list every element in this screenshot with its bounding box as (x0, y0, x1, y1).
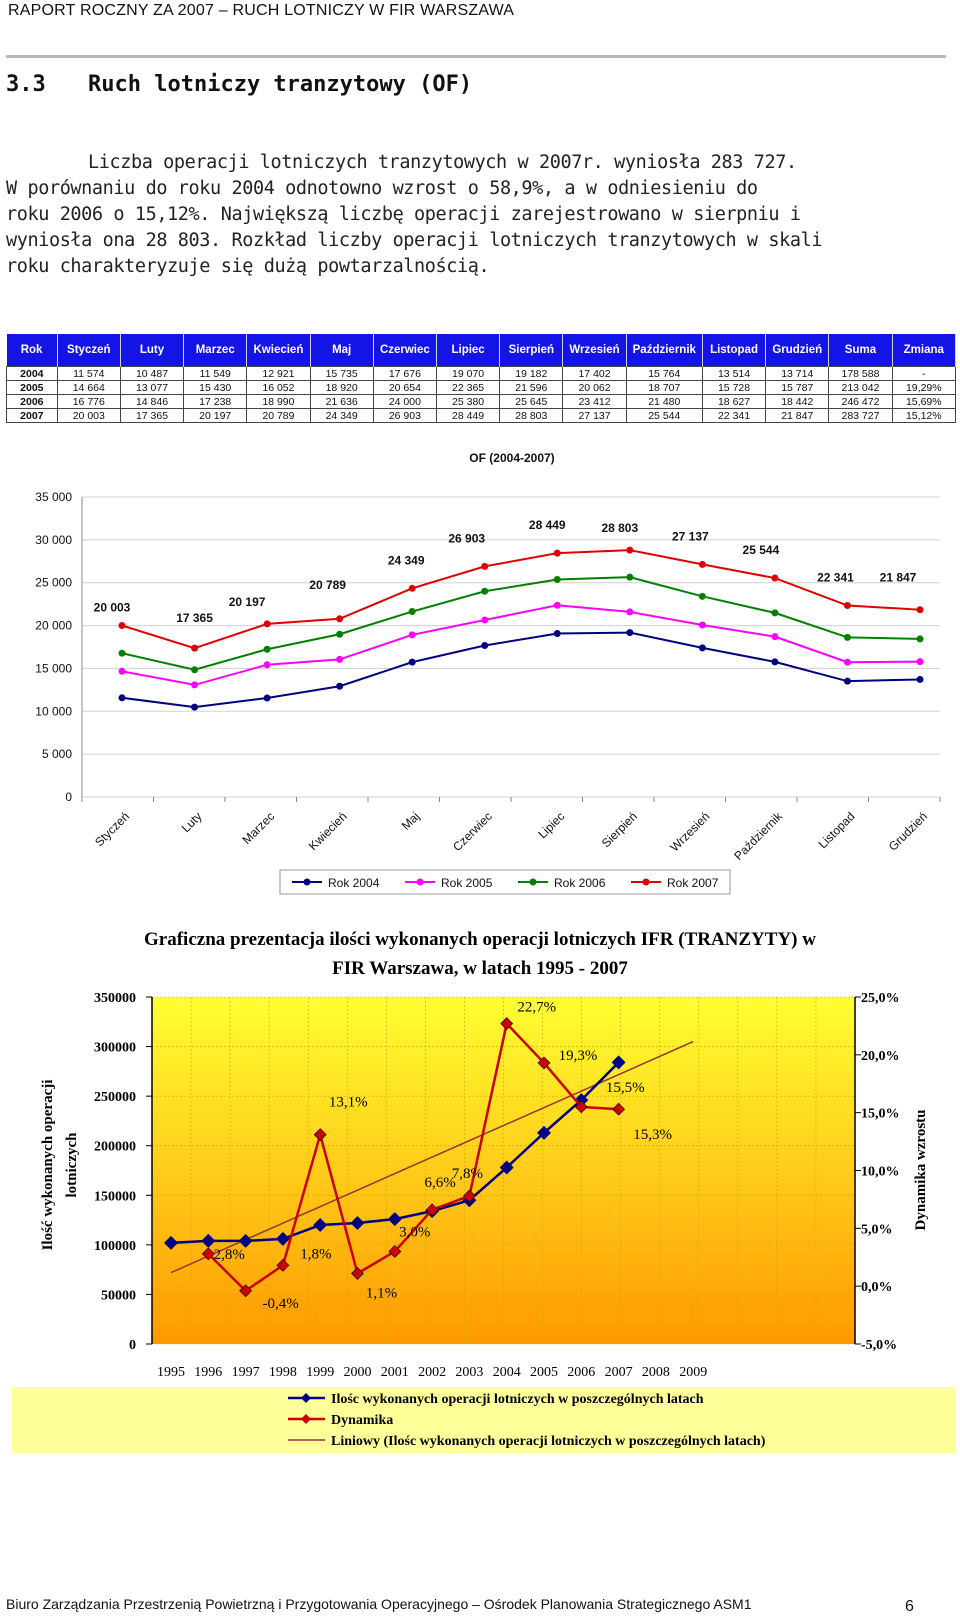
table-cell: 27 137 (563, 409, 626, 423)
chart2-x-tick-label: 2007 (604, 1365, 633, 1380)
chart2-y2-axis-title: Dynamika wzrostu (913, 1109, 929, 1231)
footer-text: Biuro Zarządzania Przestrzenią Powietrzną i Przygotowania Operacyjnego – Ośrodek Planowania Strategicznego ASM1 (6, 1596, 752, 1612)
table-cell: 16 776 (57, 395, 120, 409)
table-header-cell: Zmiana (892, 334, 955, 367)
y-tick-label: 5 000 (41, 747, 72, 762)
table-header-cell: Maj (310, 334, 373, 367)
legend-label: Rok 2006 (554, 876, 606, 890)
chart2-x-tick-label: 1996 (194, 1365, 223, 1380)
table-cell: 11 574 (57, 367, 120, 381)
x-tick-label: Czerwiec (450, 809, 495, 855)
dynamics-data-label: 2,8% (213, 1246, 245, 1263)
paragraph-line: roku 2006 o 15,12%. Największą liczbę operacji zarejestrowano w sierpniu i (6, 204, 801, 225)
data-label: 22 341 (817, 570, 854, 585)
chart2-y-tick-label: 50000 (101, 1288, 136, 1304)
row-year-cell: 2004 (7, 367, 58, 381)
dynamics-data-label: 22,7% (517, 999, 557, 1016)
x-tick-label: Wrzesień (667, 809, 713, 855)
legend-label: Rok 2007 (667, 876, 719, 890)
page-number: 6 (905, 1598, 914, 1615)
chart2-x-tick-label: 1997 (231, 1365, 260, 1380)
table-header-cell: Styczeń (57, 334, 120, 367)
table-cell: - (892, 367, 955, 381)
table-header-cell: Październik (626, 334, 702, 367)
table-cell: 13 514 (702, 367, 765, 381)
table-cell: 21 636 (310, 395, 373, 409)
chart2-legend-label: Ilośc wykonanych operacji lotniczych w poszczególnych latach (331, 1392, 704, 1407)
x-tick-label: Grudzień (885, 809, 931, 854)
chart2-x-tick-label: 1999 (306, 1365, 335, 1380)
table-cell: 20 197 (184, 409, 247, 423)
table-header-cell: Rok (7, 334, 58, 367)
table-cell: 18 442 (766, 395, 829, 409)
chart2-title (144, 929, 816, 979)
y-tick-label: 30 000 (35, 532, 72, 547)
table-cell: 13 714 (766, 367, 829, 381)
table-header-cell: Czerwiec (373, 334, 436, 367)
x-tick-label: Kwiecień (305, 809, 350, 854)
chart2-x-tick-label: 2006 (567, 1365, 596, 1380)
table-cell: 18 707 (626, 381, 702, 395)
row-year-cell: 2005 (7, 381, 58, 395)
x-tick-label: Lipiec (535, 809, 568, 842)
paragraph-line: W porównaniu do roku 2004 odnotowno wzrost o 58,9%, a w odniesieniu do (6, 178, 758, 199)
chart2-x-tick-label: 1995 (157, 1365, 185, 1380)
x-tick-label: Maj (398, 809, 423, 833)
data-label: 28 803 (601, 521, 639, 536)
paragraph-line: wyniosła ona 28 803. Rozkład liczby operacji lotniczych tranzytowych w skali (6, 230, 823, 251)
table-cell: 178 588 (829, 367, 892, 381)
y-tick-label: 15 000 (35, 661, 72, 676)
chart2-y-tick-label: 150000 (94, 1189, 136, 1205)
table-cell: 26 903 (373, 409, 436, 423)
table-cell: 10 487 (120, 367, 183, 381)
x-tick-label: Luty (178, 809, 205, 836)
table-cell: 213 042 (829, 381, 892, 395)
table-cell: 18 990 (247, 395, 310, 409)
table-header-cell: Sierpień (500, 334, 563, 367)
table-cell: 20 003 (57, 409, 120, 423)
section-number: 3.3 (6, 72, 46, 97)
row-year-cell: 2007 (7, 409, 58, 423)
chart2-y-axis-title-line: Ilość wykonanych operacji (40, 1079, 56, 1251)
x-tick-label: Styczeń (92, 809, 133, 850)
table-cell: 20 789 (247, 409, 310, 423)
legend-label: Rok 2005 (441, 876, 493, 890)
data-label: 17 365 (176, 611, 213, 626)
table-cell: 15 728 (702, 381, 765, 395)
chart2-x-tick-label: 1998 (268, 1365, 297, 1380)
table-cell: 25 380 (436, 395, 499, 409)
dynamics-data-label: 6,6% (424, 1174, 456, 1191)
table-cell: 24 349 (310, 409, 373, 423)
table-cell: 15,12% (892, 409, 955, 423)
table-header-cell: Grudzień (766, 334, 829, 367)
chart2-y-tick-label: 350000 (94, 991, 136, 1006)
data-label: 24 349 (387, 553, 425, 568)
table-cell: 283 727 (829, 409, 892, 423)
chart2-y2-tick-label: 5,0% (861, 1222, 893, 1238)
x-tick-label: Listopad (815, 809, 858, 852)
table-cell: 19,29% (892, 381, 955, 395)
y-tick-label: 0 (65, 790, 72, 804)
table-cell: 15 735 (310, 367, 373, 381)
chart2-x-tick-label: 2008 (641, 1365, 670, 1380)
y-tick-label: 20 000 (35, 618, 72, 633)
table-cell: 19 182 (500, 367, 563, 381)
y-tick-label: 10 000 (35, 704, 72, 719)
table-cell: 15,69% (892, 395, 955, 409)
section-title: Ruch lotniczy tranzytowy (OF) (88, 72, 473, 97)
table-header-cell: Marzec (184, 334, 247, 367)
chart2-y2-tick-label: 15,0% (861, 1106, 900, 1122)
chart2-y2-tick-label: 25,0% (861, 991, 900, 1006)
chart2-y2-tick-label: 0,0% (861, 1280, 893, 1296)
table-cell: 18 920 (310, 381, 373, 395)
paragraph-line: roku charakteryzuje się dużą powtarzalnością. (6, 256, 490, 277)
table-cell: 28 803 (500, 409, 563, 423)
data-label: 28 449 (528, 518, 566, 533)
dynamics-data-label: 3,0% (399, 1224, 431, 1241)
table-cell: 21 480 (626, 395, 702, 409)
chart2-x-tick-label: 2005 (530, 1365, 558, 1380)
table-header-cell: Listopad (702, 334, 765, 367)
table-cell: 21 847 (766, 409, 829, 423)
table-header-cell: Wrzesień (563, 334, 626, 367)
table-header-cell: Luty (120, 334, 183, 367)
chart2-y-tick-label: 0 (129, 1338, 136, 1353)
table-cell: 16 052 (247, 381, 310, 395)
paragraph-line: Liczba operacji lotniczych tranzytowych w 2007r. wyniosła 283 727. (88, 152, 797, 173)
table-cell: 17 238 (184, 395, 247, 409)
chart2-y-axis-title (40, 1080, 80, 1251)
table-cell: 15 430 (184, 381, 247, 395)
chart2-x-tick-label: 2000 (343, 1365, 372, 1380)
table-cell: 11 549 (184, 367, 247, 381)
table-cell: 22 365 (436, 381, 499, 395)
table-cell: 12 921 (247, 367, 310, 381)
legend-label: Rok 2004 (328, 876, 380, 890)
data-label: 21 847 (879, 570, 917, 585)
row-year-cell: 2006 (7, 395, 58, 409)
chart2-x-tick-label: 2004 (492, 1365, 521, 1380)
table-cell: 246 472 (829, 395, 892, 409)
table-cell: 14 846 (120, 395, 183, 409)
table-cell: 24 000 (373, 395, 436, 409)
chart2-y-tick-label: 300000 (94, 1040, 136, 1056)
x-tick-label: Sierpień (598, 809, 640, 851)
table-cell: 25 645 (500, 395, 563, 409)
chart2-legend-label: Dynamika (331, 1413, 394, 1428)
data-label: 20 197 (228, 594, 266, 609)
table-cell: 15 764 (626, 367, 702, 381)
dynamics-data-label: 1,8% (300, 1246, 332, 1263)
data-label: 20 789 (309, 577, 346, 592)
dynamics-data-label: 1,1% (365, 1285, 398, 1302)
table-cell: 18 627 (702, 395, 765, 409)
dynamics-data-label: 15,3% (633, 1127, 672, 1144)
chart2-y-tick-label: 250000 (94, 1090, 136, 1106)
chart2-x-tick-label: 2003 (455, 1365, 484, 1380)
chart2-y2-tick-label: 10,0% (861, 1164, 900, 1180)
dynamics-data-label: 19,3% (558, 1047, 598, 1064)
chart-title: OF (2004-2007) (469, 451, 555, 465)
data-label: 27 137 (672, 529, 709, 544)
dynamics-data-label: 15,5% (605, 1079, 645, 1096)
chart2-y2-tick-label: -5,0% (861, 1338, 898, 1353)
table-cell: 21 596 (500, 381, 563, 395)
data-label: 26 903 (448, 531, 486, 546)
table-cell: 23 412 (563, 395, 626, 409)
dynamics-data-label: 7,8% (451, 1165, 484, 1182)
dynamics-data-label: -0,4% (262, 1295, 299, 1312)
y-tick-label: 25 000 (35, 575, 72, 590)
chart2-y-axis-title-line: lotniczych (64, 1132, 80, 1198)
table-header-cell: Lipiec (436, 334, 499, 367)
data-label: 25 544 (742, 543, 780, 558)
chart2-y-tick-label: 100000 (94, 1238, 136, 1254)
table-cell: 22 341 (702, 409, 765, 423)
table-cell: 13 077 (120, 381, 183, 395)
x-tick-label: Październik (731, 809, 786, 863)
table-cell: 20 062 (563, 381, 626, 395)
chart2-x-tick-label: 2002 (418, 1365, 447, 1380)
y-tick-label: 35 000 (35, 490, 72, 504)
table-cell: 14 664 (57, 381, 120, 395)
table-cell: 19 070 (436, 367, 499, 381)
table-cell: 17 365 (120, 409, 183, 423)
running-header: RAPORT ROCZNY ZA 2007 – RUCH LOTNICZY W FIR WARSZAWA (8, 2, 515, 19)
dynamics-data-label: 13,1% (328, 1094, 368, 1111)
table-cell: 20 654 (373, 381, 436, 395)
chart2-x-tick-label: 2001 (380, 1365, 409, 1380)
table-header-cell: Suma (829, 334, 892, 367)
chart2-x-tick-label: 2009 (679, 1365, 708, 1380)
x-tick-label: Marzec (239, 809, 278, 847)
table-cell: 28 449 (436, 409, 499, 423)
chart2-y-tick-label: 200000 (94, 1139, 136, 1155)
chart2-title-line: FIR Warszawa, w latach 1995 - 2007 (332, 958, 628, 979)
table-cell: 25 544 (626, 409, 702, 423)
table-header-cell: Kwiecień (247, 334, 310, 367)
table-cell: 17 676 (373, 367, 436, 381)
chart2-title-line: Graficzna prezentacja ilości wykonanych operacji lotniczych IFR (TRANZYTY) w (144, 929, 816, 950)
table-cell: 15 787 (766, 381, 829, 395)
table-cell: 17 402 (563, 367, 626, 381)
chart2-y2-tick-label: 20,0% (861, 1048, 900, 1064)
chart2-legend-label: Liniowy (Ilośc wykonanych operacji lotniczych w poszczególnych latach) (331, 1434, 766, 1449)
data-label: 20 003 (93, 600, 131, 615)
